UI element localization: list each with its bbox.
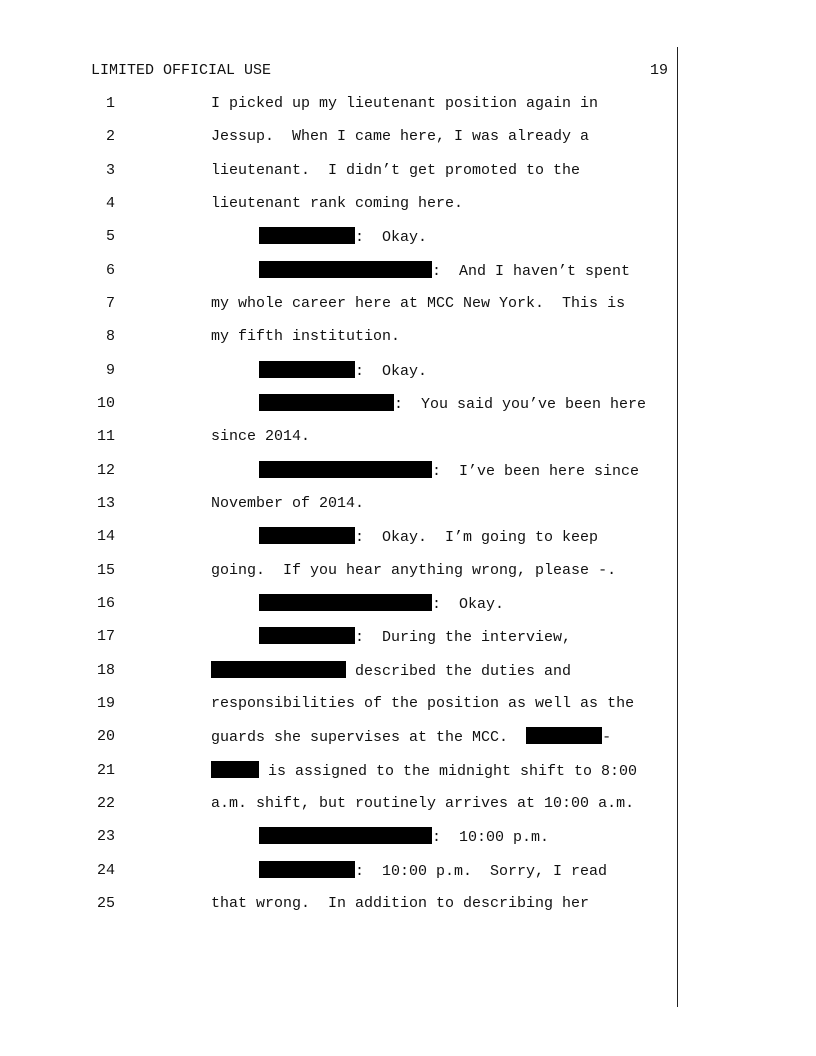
line-number: 19: [96, 695, 115, 712]
transcript-line: [0, 194, 676, 214]
line-number: 16: [96, 595, 115, 612]
transcript-line: [0, 127, 676, 147]
line-text: [211, 294, 625, 314]
redaction-block: [211, 661, 346, 678]
line-number: 4: [105, 195, 115, 212]
line-text-before-redaction: a.m. shift, but routinely arrives at 10:00 a.m.: [211, 795, 635, 812]
line-number: 25: [96, 895, 115, 912]
line-number: 21: [96, 762, 115, 779]
redaction-block: [259, 861, 355, 878]
line-text-after-redaction: : Okay. I’m going to keep: [355, 529, 599, 546]
line-text-before-redaction: guards she supervises at the MCC.: [211, 729, 527, 746]
line-text-after-redaction: : 10:00 p.m.: [432, 829, 550, 846]
redaction-block: [259, 527, 355, 544]
line-text: [211, 894, 589, 914]
line-text: [211, 127, 589, 147]
transcript-line: [0, 794, 676, 814]
line-text: [259, 461, 639, 482]
line-text-after-redaction: : Okay.: [432, 596, 505, 613]
line-text: [259, 361, 427, 382]
line-number: 2: [105, 128, 115, 145]
transcript-line: [0, 427, 676, 447]
line-text: [259, 827, 549, 848]
line-text: [211, 194, 463, 214]
redaction-block: [211, 761, 259, 778]
right-margin-rule: [677, 47, 678, 1007]
line-text-before-redaction: Jessup. When I came here, I was already a: [211, 128, 590, 145]
line-text: [211, 94, 598, 114]
line-text-after-redaction: : Okay.: [355, 229, 428, 246]
line-number: 17: [96, 628, 115, 645]
line-text: [259, 261, 630, 282]
redaction-block: [526, 727, 602, 744]
line-text-after-redaction: : During the interview,: [355, 629, 572, 646]
line-text-after-redaction: : Okay.: [355, 363, 428, 380]
page-header-title: LIMITED OFFICIAL USE: [91, 62, 272, 79]
transcript-line: [0, 361, 676, 381]
transcript-line: [0, 894, 676, 914]
line-number: 1: [105, 95, 115, 112]
line-text-before-redaction: lieutenant rank coming here.: [211, 195, 464, 212]
line-text-after-redaction: described the duties and: [346, 663, 572, 680]
transcript-line: [0, 761, 676, 781]
transcript-line: [0, 494, 676, 514]
transcript-line: [0, 327, 676, 347]
line-number: 7: [105, 295, 115, 312]
line-text-before-redaction: since 2014.: [211, 428, 311, 445]
transcript-line: [0, 394, 676, 414]
transcript-line: [0, 527, 676, 547]
redaction-block: [259, 827, 432, 844]
redaction-block: [259, 461, 432, 478]
line-number: 14: [96, 528, 115, 545]
line-text-before-redaction: lieutenant. I didn’t get promoted to the: [211, 162, 581, 179]
transcript-line: [0, 94, 676, 114]
redaction-block: [259, 261, 432, 278]
line-number: 6: [105, 262, 115, 279]
line-text-before-redaction: November of 2014.: [211, 495, 365, 512]
line-number: 20: [96, 728, 115, 745]
line-text-before-redaction: my fifth institution.: [211, 328, 401, 345]
line-text-after-redaction: : You said you’ve been here: [394, 396, 647, 413]
transcript-line: [0, 661, 676, 681]
line-text-after-redaction: : I’ve been here since: [432, 463, 640, 480]
line-text: [259, 861, 607, 882]
line-text: [211, 561, 616, 581]
line-text-after-redaction: : And I haven’t spent: [432, 263, 631, 280]
line-text-after-redaction: -: [602, 729, 612, 746]
line-text: [211, 327, 400, 347]
transcript-line: [0, 694, 676, 714]
transcript-line: [0, 861, 676, 881]
transcript-line: [0, 827, 676, 847]
transcript-line: [0, 727, 676, 747]
line-text: [211, 794, 634, 814]
line-number: 15: [96, 562, 115, 579]
transcript-line: [0, 294, 676, 314]
line-text: [259, 627, 571, 648]
transcript-line: [0, 227, 676, 247]
line-number: 13: [96, 495, 115, 512]
line-text-before-redaction: going. If you hear anything wrong, please -.: [211, 562, 617, 579]
transcript-line: [0, 594, 676, 614]
transcript-line: [0, 627, 676, 647]
line-text: [211, 694, 634, 714]
line-text: [211, 494, 364, 514]
redaction-block: [259, 627, 355, 644]
transcript-line: [0, 561, 676, 581]
redaction-block: [259, 594, 432, 611]
line-number: 9: [105, 362, 115, 379]
line-text: [259, 527, 598, 548]
transcript-line: [0, 161, 676, 181]
line-number: 22: [96, 795, 115, 812]
line-text-before-redaction: that wrong. In addition to describing her: [211, 895, 590, 912]
redaction-block: [259, 361, 355, 378]
line-number: 12: [96, 462, 115, 479]
line-number: 8: [105, 328, 115, 345]
redaction-block: [259, 227, 355, 244]
line-number: 10: [96, 395, 115, 412]
line-text: [211, 661, 571, 682]
transcript-line: [0, 261, 676, 281]
line-text: [211, 427, 310, 447]
line-number: 24: [96, 862, 115, 879]
line-text-after-redaction: : 10:00 p.m. Sorry, I read: [355, 863, 608, 880]
line-text: [259, 394, 646, 415]
line-number: 3: [105, 162, 115, 179]
line-text-before-redaction: I picked up my lieutenant position again in: [211, 95, 599, 112]
line-text-before-redaction: my whole career here at MCC New York. This is: [211, 295, 626, 312]
line-text-before-redaction: responsibilities of the position as well as the: [211, 695, 635, 712]
line-number: 5: [105, 228, 115, 245]
line-text: [259, 227, 427, 248]
redaction-block: [259, 394, 394, 411]
page-number: 19: [649, 62, 668, 79]
line-text: [211, 727, 611, 748]
line-number: 23: [96, 828, 115, 845]
line-number: 11: [96, 428, 115, 445]
line-text: [211, 161, 580, 181]
transcript-line: [0, 461, 676, 481]
line-text-after-redaction: is assigned to the midnight shift to 8:00: [259, 763, 638, 780]
line-text: [259, 594, 504, 615]
line-number: 18: [96, 662, 115, 679]
line-text: [211, 761, 637, 782]
